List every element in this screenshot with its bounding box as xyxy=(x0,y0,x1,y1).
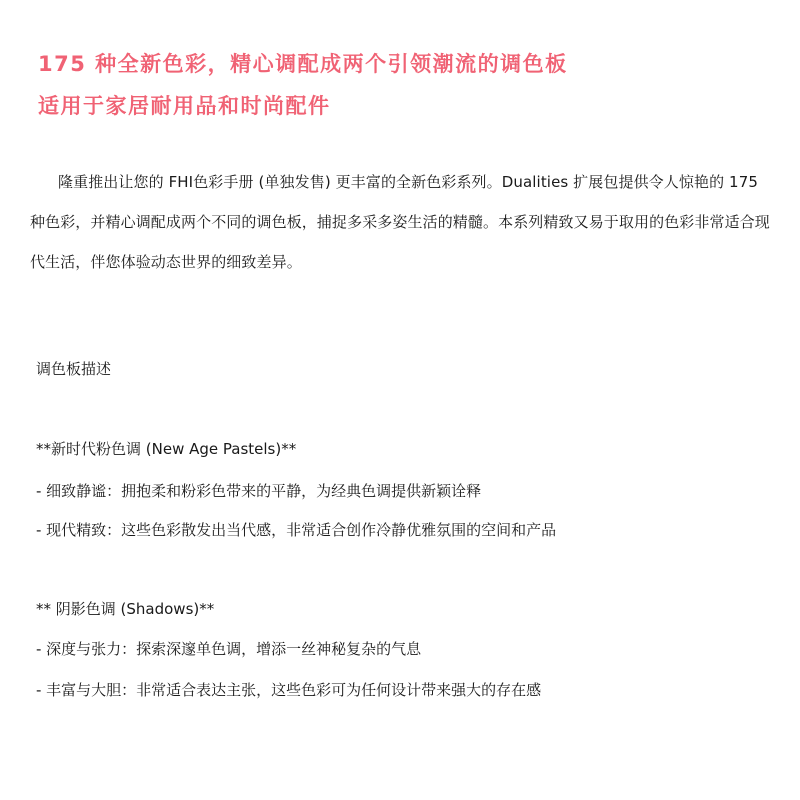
shadows-bullet: - 丰富与大胆：非常适合表达主张，这些色彩可为任何设计带来强大的存在感 xyxy=(36,681,542,699)
headline-line-2: 适用于家居耐用品和时尚配件 xyxy=(38,94,331,118)
shadows-bullet: - 深度与张力：探索深邃单色调，增添一丝神秘复杂的气息 xyxy=(36,640,422,658)
headline-line-1: 175 种全新色彩，精心调配成两个引领潮流的调色板 xyxy=(38,52,568,76)
intro-paragraph: 隆重推出让您的 FHI色彩手册 (单独发售) 更丰富的全新色彩系列。Dualities 扩展包提供令人惊艳的 175 种色彩，并精心调配成两个不同的调色板，捕捉多采多姿生活的精髓。本系列精致又易于取用的色彩非常适合现代生活，伴您体验动态世界的细致差异。 xyxy=(30,173,770,271)
pastels-bullet: - 现代精致：这些色彩散发出当代感，非常适合创作冷静优雅氛围的空间和产品 xyxy=(36,521,557,539)
shadows-palette-title: ** 阴影色调 (Shadows)** xyxy=(36,600,215,618)
pastels-bullet: - 细致静谧：拥抱柔和粉彩色带来的平静，为经典色调提供新颖诠释 xyxy=(36,482,482,500)
palette-description-heading: 调色板描述 xyxy=(36,360,112,378)
pastels-palette-title: **新时代粉色调 (New Age Pastels)** xyxy=(36,440,297,458)
